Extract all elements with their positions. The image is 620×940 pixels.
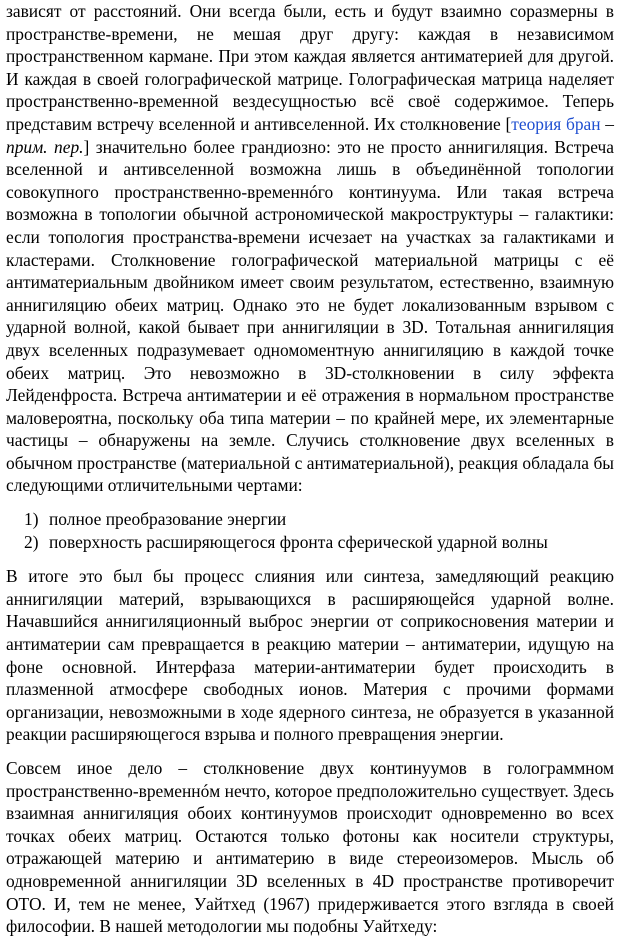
paragraph-3: Совсем иное дело – столкновение двух континуумов в голограммном пространственно-временнóм нечто, которое предположительно существует. Здесь взаимная аннигиляция обоих континуумов происходит одновременно во всех точках обеих матриц. Остаются только фотоны как носители структуры, отражающей материю и антиматерию в виде стереоизомеров. Мысль об одновременной аннигиляции 3D вселенных в 4D пространстве противоречит ОТО. И, тем не менее, Уайтхед (1967) придерживается этого взгляда в своей философии. В нашей методологии мы подобны Уайтхеду: (6, 758, 614, 937)
numbered-list (6, 508, 614, 553)
list-item (6, 531, 614, 554)
paragraph-1-text-before-link: зависят от расстояний. Они всегда были, есть и будут взаимно соразмерны в пространстве-времени, не мешая друг другу: каждая в независимом пространственном кармане. При этом каждая является антиматерией для другой. И каждая в своей голографической матрице. Голографическая матрица наделяет пространственно-временной вездесущностью всё своё содержимое. Теперь представим встречу вселенной и антивселенной. Их столкновение [ (6, 1, 614, 134)
document-page (6, 0, 614, 938)
paragraph-1-text-after-link: ] значительно более грандиозно: это не просто аннигиляция. Встреча вселенной и антивселенной возможна лишь в объединённой топологии совокупного пространственно-временнóго континуума. Или такая встреча возможна в топологии обычной астрономической макроструктуры – галактики: если топология пространства-времени исчезает на участках за галактиками и кластерами. Столкновение голографической материальной матрицы с её антиматериальным двойником имеет своим результатом, естественно, взаимную аннигиляцию обеих матриц. Однако это не будет локализованным взрывом с ударной волной, какой бывает при аннигиляции в 3D. Тотальная аннигиляция двух вселенных подразумевает одномоментную аннигиляцию в каждой точке обеих матриц. Это невозможно в 3D-столкновении в силу эффекта Лейденфроста. Встреча антиматерии и её отражения в нормальном пространстве маловероятна, поскольку оба типа материи – по крайней мере, их элементарные частицы – обнаружены на земле. Случись столкновение двух вселенных в обычном пространстве (материальной с антиматериальной), реакция обладала бы следующими отличительными чертами: (6, 136, 614, 496)
list-item-number: 1) (24, 509, 39, 530)
translator-note: прим. пер. (6, 136, 84, 157)
paragraph-spacer (6, 746, 614, 757)
paragraph-1-dash: – (600, 113, 614, 134)
theory-of-branes-link[interactable]: теория бран (511, 113, 601, 134)
paragraph-1 (6, 0, 614, 497)
list-item (6, 508, 614, 531)
list-item-number: 2) (24, 531, 39, 552)
list-item-text: поверхность расширяющегося фронта сферической ударной волны (49, 531, 548, 552)
list-item-text: полное преобразование энергии (49, 509, 287, 530)
paragraph-2: В итоге это был бы процесс слияния или синтеза, замедляющий реакцию аннигиляции материй, взрывающихся в расширяющейся ударной волне. Начавшийся аннигиляционный выброс энергии от соприкосновения материи и антиматерии сам превращается в реакцию материи – антиматерии, идущую на фоне основной. Интерфаза материи-антиматерии будет происходить в плазменной атмосфере свободных ионов. Материя с прочими формами организации, невозможными в ходе ядерного синтеза, не образуется в указанной реакции расширяющегося взрыва и полного превращения энергии. (6, 566, 614, 745)
